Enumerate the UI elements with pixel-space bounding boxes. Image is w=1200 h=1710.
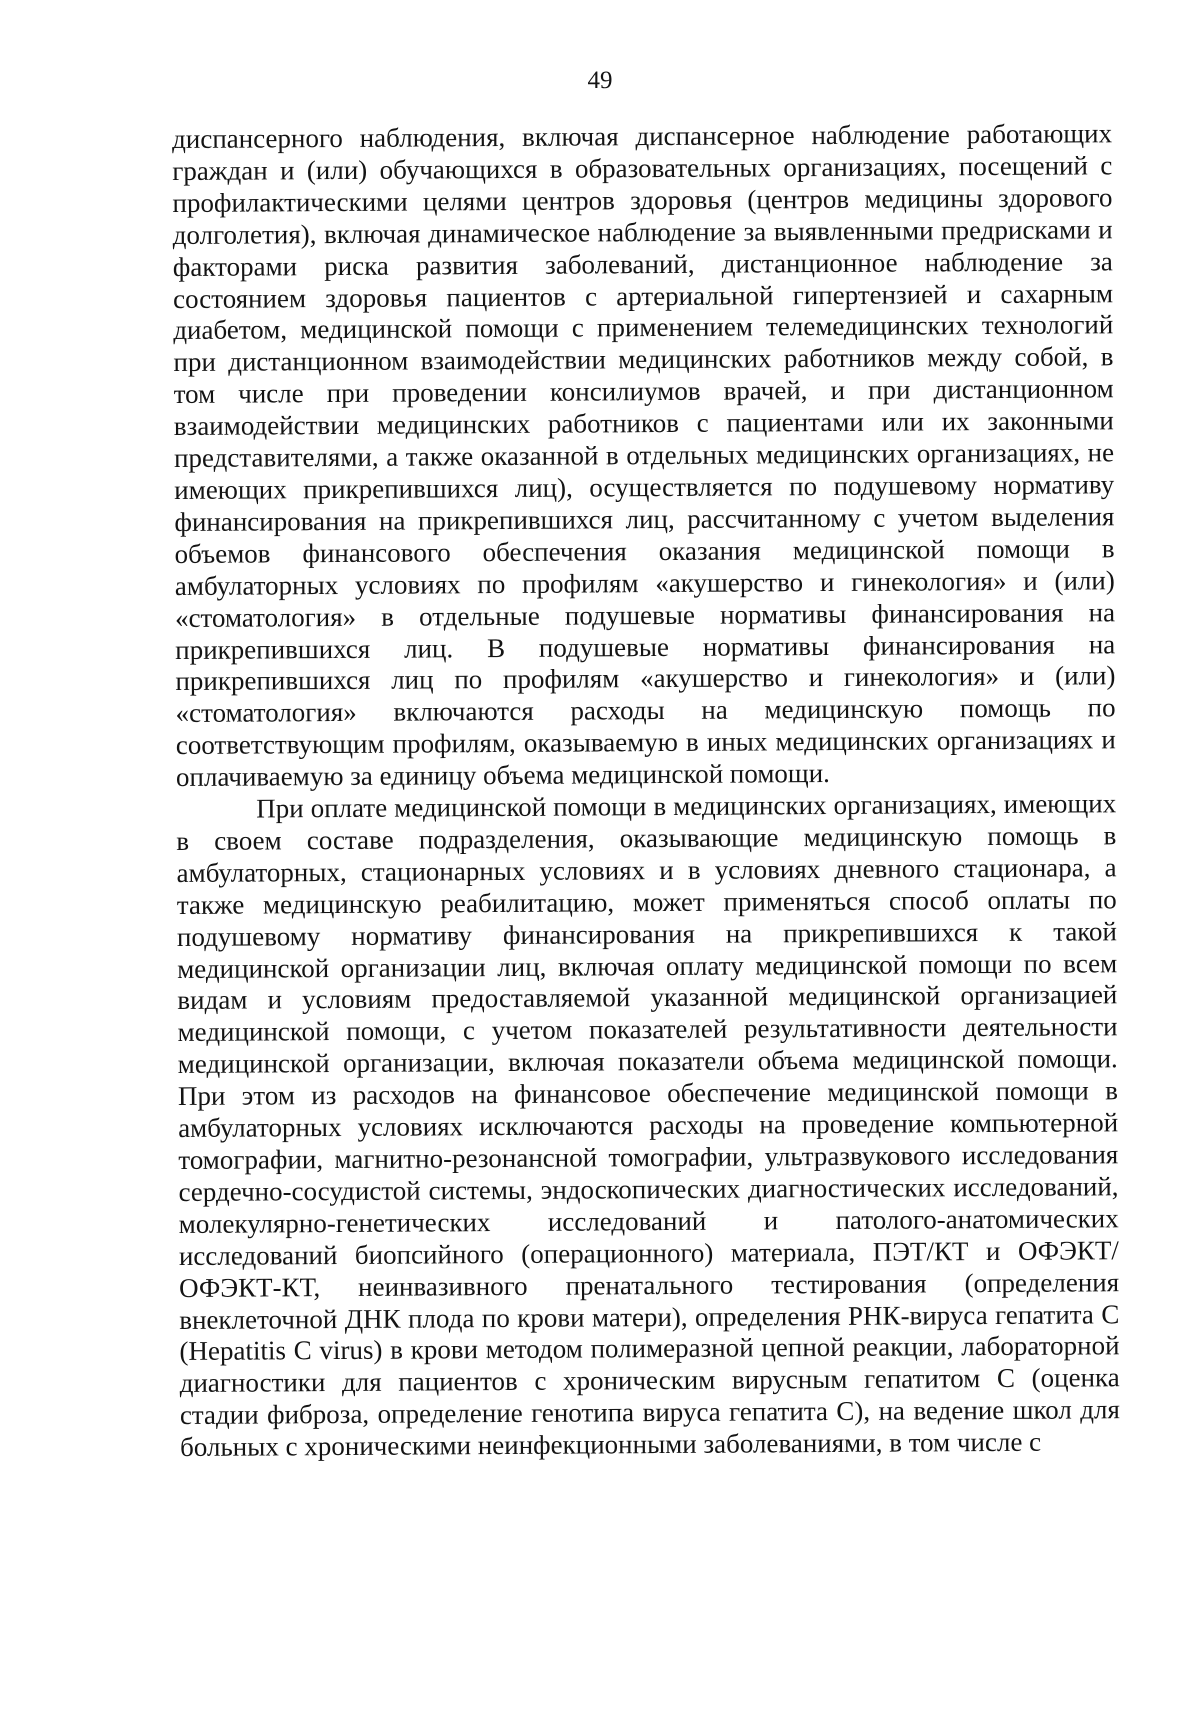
page-number: 49 [587, 67, 613, 94]
paragraph-payment-method: При оплате медицинской помощи в медицинских организациях, имеющих в своем составе подразделения, оказывающие медицинскую помощь в амбулаторных, стационарных условиях и в условиях дневного стационара, а также медицинскую реабилитацию, может применяться способ оплаты по подушевому нормативу финансирования на прикрепившихся к такой медицинской организации лиц, включая оплату медицинской помощи по всем видам и условиям предоставляемой указанной медицинской организацией медицинской помощи, с учетом показателей результативности деятельности медицинской организации, включая показатели объема медицинской помощи. При этом из расходов на финансовое обеспечение медицинской помощи в амбулаторных условиях исключаются расходы на проведение компьютерной томографии, магнитно-резонансной томографии, ультразвукового исследования сердечно-сосудистой системы, эндоскопических диагностических исследований, молекулярно-генетических исследований и патолого-анатомических исследований биопсийного (операционного) материала, ПЭТ/КТ и ОФЭКТ/ОФЭКТ-КТ, неинвазивного пренатального тестирования (определения внеклеточной ДНК плода по крови матери), определения РНК-вируса гепатита С (Hepatitis C virus) в крови методом полимеразной цепной реакции, лабораторной диагностики для пациентов с хроническим вирусным гепатитом С (оценка стадии фиброза, определение генотипа вируса гепатита С), на ведение школ для больных с хроническими неинфекционными заболеваниями, в том числе с [176, 788, 1120, 1463]
document-body [172, 118, 1120, 1464]
paragraph-continuation: диспансерного наблюдения, включая диспансерное наблюдение работающих граждан и (или) обучающихся в образовательных организациях, посещений с профилактическими целями центров здоровья (центров медицины здорового долголетия), включая динамическое наблюдение за выявленными предрисками и факторами риска развития заболеваний, дистанционное наблюдение за состоянием здоровья пациентов с артериальной гипертензией и сахарным диабетом, медицинской помощи с применением телемедицинских технологий при дистанционном взаимодействии медицинских работников между собой, в том числе при проведении консилиумов врачей, и при дистанционном взаимодействии медицинских работников с пациентами или их законными представителями, а также оказанной в отдельных медицинских организациях, не имеющих прикрепившихся лиц), осуществляется по подушевому нормативу финансирования на прикрепившихся лиц, рассчитанному с учетом выделения объемов финансового обеспечения оказания медицинской помощи в амбулаторных условиях по профилям «акушерство и гинекология» и (или) «стоматология» в отдельные подушевые нормативы финансирования на прикрепившихся лиц. В подушевые нормативы финансирования на прикрепившихся лиц по профилям «акушерство и гинекология» и (или) «стоматология» включаются расходы на медицинскую помощь по соответствующим профилям, оказываемую в иных медицинских организациях и оплачиваемую за единицу объема медицинской помощи. [172, 118, 1116, 793]
